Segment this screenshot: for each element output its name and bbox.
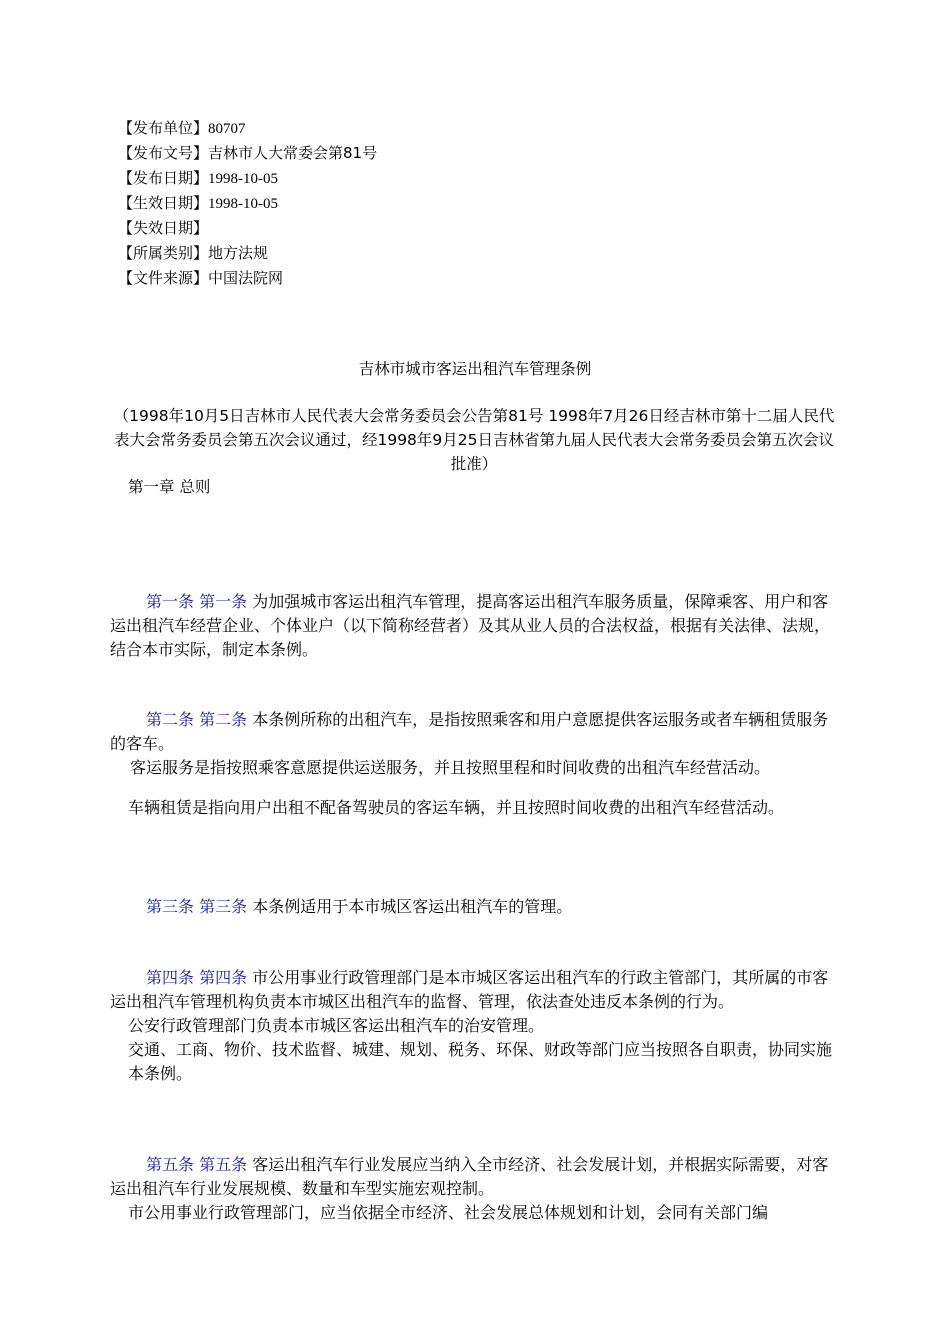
article-subparagraph: 公安行政管理部门负责本市城区客运出租汽车的治安管理。	[128, 1016, 545, 1035]
document-title: 吉林市城市客运出租汽车管理条例	[358, 360, 592, 378]
meta-label: 【发布日期】	[118, 169, 209, 187]
article-number: 第一条	[199, 592, 248, 611]
article-text: 为加强城市客运出租汽车管理，提高客运出租汽车服务质量，保障乘客、用户和客运出租汽车经营企业、个体业户（以下简称经营者）及其从业人员的合法权益，根据有关法律、法规，结合本市实际，制定本条例。	[110, 592, 831, 659]
meta-label: 【发布单位】	[118, 119, 209, 137]
article-paragraph	[110, 966, 840, 1014]
meta-value: 中国法院网	[208, 269, 284, 287]
meta-label: 【文件来源】	[118, 269, 209, 287]
meta-value: 1998-10-05	[208, 171, 279, 187]
meta-row-publish-date	[118, 166, 377, 191]
meta-value: 地方法规	[208, 244, 269, 262]
document-subtitle: （1998年10月5日吉林市人民代表大会常务委员会公告第81号 1998年7月26日经吉林市第十二届人民代表大会常务委员会第五次会议通过，经1998年9月25日吉林省第九届人民代表大会常务委员会第五次会议批准）	[113, 407, 835, 473]
article-number: 第五条	[146, 1155, 195, 1174]
meta-row-effective-date	[118, 191, 377, 216]
article-number: 第四条	[199, 968, 248, 987]
article-paragraph	[110, 708, 840, 756]
meta-row-publisher	[118, 116, 377, 141]
article-number: 第五条	[199, 1155, 248, 1174]
meta-value: 吉林市人大常委会第81号	[208, 144, 378, 162]
article-subparagraph: 客运服务是指按照乘客意愿提供运送服务，并且按照里程和时间收费的出租汽车经营活动。	[130, 758, 771, 777]
article-text: 本条例适用于本市城区客运出租汽车的管理。	[252, 897, 573, 916]
article-subparagraph: 车辆租赁是指向用户出租不配备驾驶员的客运车辆，并且按照时间收费的出租汽车经营活动。	[128, 798, 785, 817]
meta-row-source	[118, 266, 377, 291]
chapter-heading: 第一章 总则	[128, 478, 211, 496]
article-text: 市公用事业行政管理部门是本市城区客运出租汽车的行政主管部门，其所属的市客运出租汽车管理机构负责本市城区出租汽车的监督、管理，依法查处违反本条例的行为。	[110, 968, 829, 1011]
article-number: 第二条	[146, 710, 195, 729]
article-5	[110, 1153, 840, 1225]
article-4	[110, 966, 840, 1086]
article-paragraph	[110, 1153, 840, 1201]
meta-label: 【所属类别】	[118, 244, 209, 262]
article-1	[110, 590, 840, 662]
meta-label: 【发布文号】	[118, 144, 209, 162]
article-number: 第三条	[199, 897, 248, 916]
article-subparagraph: 市公用事业行政管理部门，应当依据全市经济、社会发展总体规划和计划，会同有关部门编	[128, 1203, 769, 1222]
article-paragraph	[110, 590, 840, 662]
article-subparagraph: 交通、工商、物价、技术监督、城建、规划、税务、环保、财政等部门应当按照各自职责，协同实施本条例。	[128, 1040, 833, 1083]
article-paragraph	[110, 895, 840, 919]
article-3	[110, 895, 840, 919]
metadata-block	[118, 116, 377, 291]
article-number: 第一条	[146, 592, 195, 611]
article-2	[110, 708, 840, 820]
meta-value: 1998-10-05	[208, 196, 279, 212]
article-number: 第三条	[146, 897, 195, 916]
article-number: 第四条	[146, 968, 195, 987]
article-text: 本条例所称的出租汽车，是指按照乘客和用户意愿提供客运服务或者车辆租赁服务的客车。	[110, 710, 829, 753]
meta-label: 【失效日期】	[118, 219, 209, 237]
meta-row-expiry-date	[118, 216, 377, 241]
meta-label: 【生效日期】	[118, 194, 209, 212]
article-text: 客运出租汽车行业发展应当纳入全市经济、社会发展计划，并根据实际需要，对客运出租汽车行业发展规模、数量和车型实施宏观控制。	[110, 1155, 829, 1198]
article-number: 第二条	[199, 710, 248, 729]
meta-value: 80707	[208, 121, 246, 137]
meta-row-category	[118, 241, 377, 266]
meta-row-doc-number	[118, 141, 377, 166]
